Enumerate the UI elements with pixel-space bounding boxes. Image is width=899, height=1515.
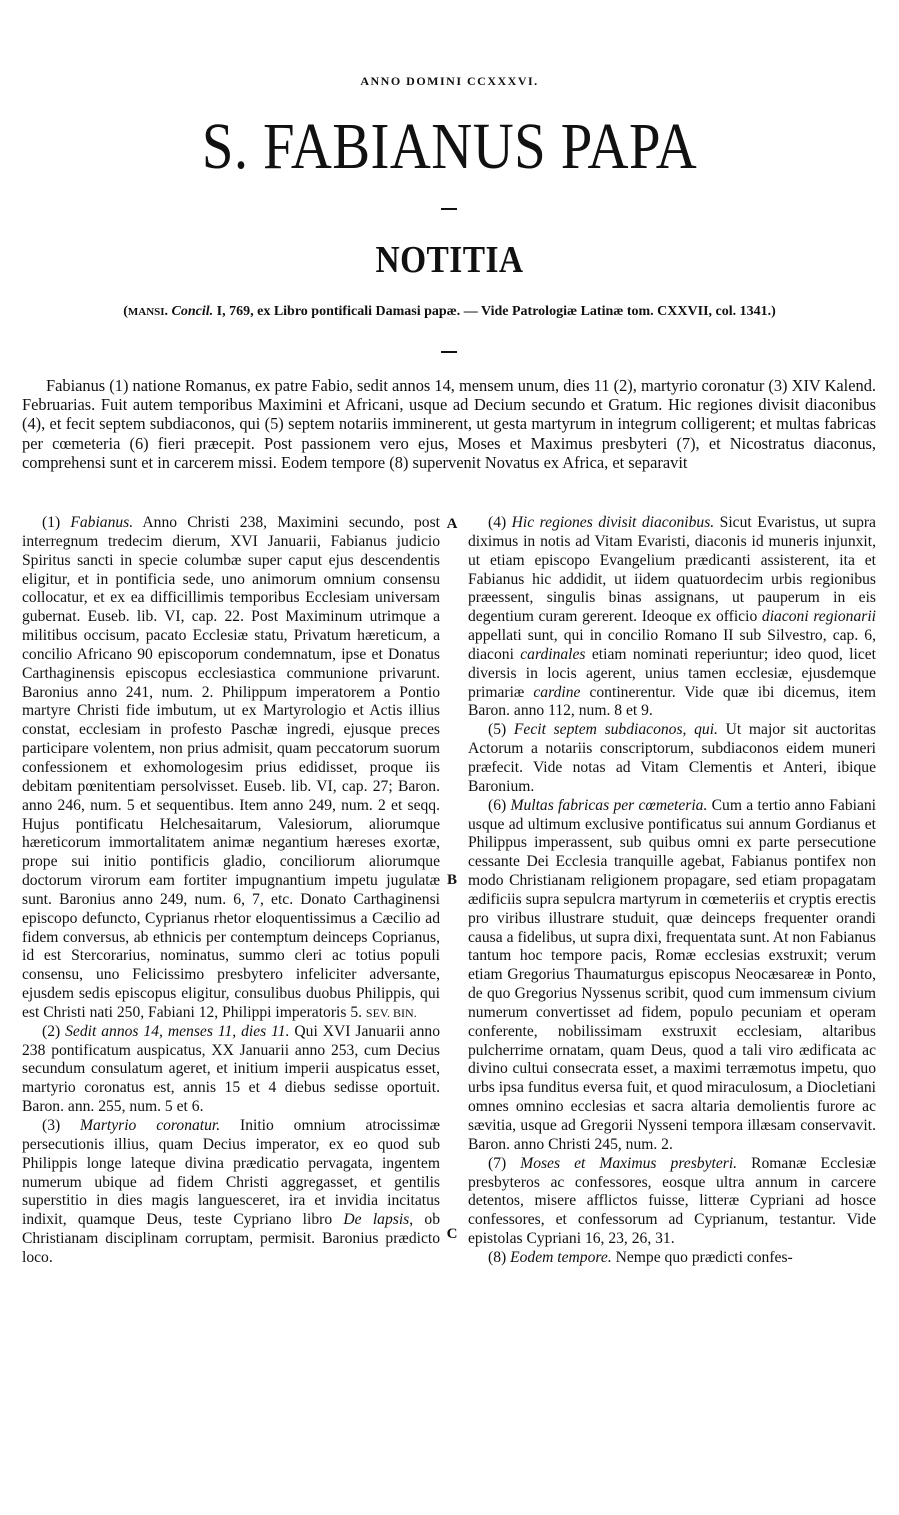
footnote-lemma: Hic regiones divisit diaconibus.	[511, 514, 715, 531]
footnote-5: (5) Fecit septem subdiaconos, qui. Ut major sit auctoritas Actorum a notariis conscriptorum, subdiaconos eidem muneri præfecit. Vide notas ad Vitam Clementis et Anteri, ibique Baronium.	[468, 721, 876, 795]
footnote-lemma: Sedit annos 14, menses 11, dies 11.	[65, 1022, 290, 1040]
footnote-1: (1) Fabianus. Anno Christi 238, Maximini secundo, post interregnum tredecim dierum, XVI Januarii, Fabianus judicio Spiritus sancti in specie columbæ super caput ejus descendentis eligitur, et in pontificia sede, uno animorum omnium consensu collocatur, et ex ea difficillimis temporibus Ecclesiam universam gubernat. Euseb. lib. VI, cap. 22. Post Maximinum utrimque a militibus occisum, pacato Ecclesiæ statu, Privatum hæreticum, a concilio Africano 90 episcoporum condemnatum, ipse et Donatus Carthaginensis episcopus ecclesiastica communione privarunt. Baronius anno 241, num. 2. Philippum imperatorem a Pontio martyre Christi fide imbutum, ut ex Martyrologio et Actis illius constat, ecclesiam in profesto Paschæ ingredi, ejusque preces participare volentem, non prius admisit, quam peccatorum suorum confessionem et exhomologesim prius edidisset, proque iis debitam pœnitentiam persolvisset. Euseb. lib. VI, cap. 27; Baron. anno 246, num. 5 et sequentibus. Item anno 249, num. 2 et seqq. Hujus pontificatu Helchesaitarum, Valesiorum, aliorumque hæreticorum immortalitatem animæ negantium hæreses exortæ, prope sui initio pontificis gladio, conciliorum aliorumque doctorum virorum eam fortiter impugnantium impetu jugulatæ sunt. Baronius anno 249, num. 6, 7, etc. Donato Carthaginensi episcopo defuncto, Cyprianus rhetor eloquentissimus a Cæcilio ad fidem conversus, ab ethnicis per contemptum deinceps Coprianus, id est Stercorarius, nominatus, summo cleri ac totius populi consensu, uno Felicissimo presbytero infeliciter adversante, ejusdem sedis episcopus eligitur, consulibus duobus Philippis, qui est Christi nati 250, Fabiani 12, Philippi imperatoris 5. SEV. BIN.	[22, 514, 440, 1021]
footnote-lemma: Multas fabricas per cœmeteria.	[510, 796, 708, 814]
notes-right-column	[468, 514, 876, 1268]
source-work: Concil.	[171, 304, 214, 319]
footnote-4: (4) Hic regiones divisit diaconibus. Sicut Evaristus, ut supra diximus in notis ad Vitam Evaristi, diaconis id muneris injunxit, ut etiam episcopo Evangelium prædicanti assisterent, ita et Fabianus hic addidit, ut iidem quatuordecim urbis regionibus præessent, singulis binas assignans, ut pauperum in eis degentium curam gererent. Ideoque ex officio diaconi regionarii appellati sunt, qui in concilio Romano II sub Silvestro, cap. 6, diaconi cardinales etiam nominati reperiuntur; ideo quod, licet diversis in locis agerent, unius tamen ecclesiæ, ejusdemque primariæ cardine continerentur. Vide quæ ibi dicemus, item Baron. anno 112, num. 8 et 9.	[468, 514, 876, 720]
page-title: S. FABIANUS PAPA	[201, 110, 698, 183]
footnote-2: (2) Sedit annos 14, menses 11, dies 11. Qui XVI Januarii anno 238 pontificatum auspicatus, XX Januarii anno 253, cum Decius secundum consulatum ageret, et initium imperii auspicatus esset, martyrio coronatus est, annis 15 et 4 diebus sedisse oportuit. Baron. ann. 255, num. 5 et 6.	[22, 1022, 440, 1116]
source-rest: I, 769, ex Libro pontificali Damasi papæ. — Vide Patrologiæ Latinæ tom. CXXVII, col. 1341.	[216, 304, 772, 319]
margin-marker-b: B	[446, 872, 457, 888]
source-author: MANSI	[127, 306, 165, 318]
section-title: NOTITIA	[375, 239, 524, 281]
footnote-lemma: Eodem tempore.	[510, 1248, 612, 1266]
title-divider	[441, 208, 457, 210]
footnote-6: (6) Multas fabricas per cœmeteria. Cum a tertio anno Fabiani usque ad ultimum exclusive pontificatus sui annum Gordianus et Philippus imperassent, sub quibus omni ex parte persecutione cessante Dei Ecclesia tranquille agebat, Fabianus pontifex non modo Christianam religionem propagare, sed etiam propagatam ædificiis supra sepulcra martyrum in cœmeteriis et cryptis erectis pro viribus illustrare studuit, quæ deinceps frequenter orandi causa a fidelibus, ut supra dixi, frequentata sunt. At non Fabianus tantum hoc tempore pacis, Romæ ecclesias exstruxit; verum etiam Gregorius Thaumaturgus episcopus Neocæsareæ in Ponto, de quo Gregorius Nyssenus scribit, quod cum immensum civium numerum convertisset ad fidem, populo pecuniam et operam conferente, nobilissimam exstruxit ecclesiam, altaribus pulcherrime ornatam, quam Deus, quod a tali viro ædificata ac divino cultui consecrata esset, a maximi terræmotus impetu, quo urbs ipsa funditus eversa fuit, et quod miraculosum, a Diocletiani omnes omnino ecclesias et sacra altaria demolientis furore ac sævitia, usque ad Gregorii Nysseni tempora illæsam conservavit. Baron. anno Christi 245, num. 2.	[468, 796, 876, 1153]
running-head: ANNO DOMINI CCXXXVI.	[360, 74, 539, 88]
main-text: Fabianus (1) natione Romanus, ex patre Fabio, sedit annos 14, mensem unum, dies 11 (2), martyrio coronatur (3) XIV Kalend. Februarias. Fuit autem temporibus Maximini et Africani, usque ad Decium secundo et Gratum. Hic regiones divisit diaconibus (4), et fecit septem subdiaconos, qui (5) septem notariis imminerent, ut gesta martyrum in integrum colligerent; et multas fabricas per cœmeteria (6) fieri præcepit. Post passionem vero ejus, Moses et Maximus presbyteri (7), et Nicostratus diaconus, comprehensi sunt et in carcerem missi. Eodem tempore (8) supervenit Novatus ex Africa, et separavit	[22, 376, 876, 472]
margin-marker-a: A	[446, 516, 458, 532]
footnote-lemma: Moses et Maximus presbyteri.	[520, 1154, 738, 1172]
footnote-lemma: Fabianus.	[70, 514, 134, 531]
footnote-3: (3) Martyrio coronatur. Initio omnium atrocissimæ persecutionis illius, quam Decius imperator, ex eo quod sub Philippis longe lateque divina prædicatio pervagata, ingentem numerum ubique ad fidem Christi aggregasset, et gentilis superstitio in dies magis languesceret, ira et invidia incitatus indixit, quamque Deus, teste Cypriano libro De lapsis, ob Christianam disciplinam corruptam, permisit. Baronius prædicto loco.	[22, 1117, 440, 1266]
margin-marker-c: C	[446, 1226, 458, 1242]
footnote-signature: SEV. BIN.	[365, 1005, 417, 1020]
source-citation: (MANSI. Concil. I, 769, ex Libro pontificali Damasi papæ. — Vide Patrologiæ Latinæ tom. CXXVII, col. 1341.)	[123, 304, 776, 319]
footnote-lemma: Fecit septem subdiaconos, qui.	[513, 721, 718, 739]
footnote-8: (8) Eodem tempore. Nempe quo prædicti confes-	[488, 1248, 793, 1266]
footnote-7: (7) Moses et Maximus presbyteri. Romanæ Ecclesiæ presbyteros ac confessores, eosque ultra annum in carcere detentos, misere afflictos fuisse, litteræ Cypriani ad hosce confessores, et confessorum ad Cyprianum, testantur. Vide epistolas Cypriani 16, 23, 26, 31.	[468, 1154, 876, 1248]
notes-left-column	[22, 514, 440, 1268]
source-divider	[441, 351, 457, 353]
footnote-lemma: Martyrio coronatur.	[80, 1117, 221, 1134]
